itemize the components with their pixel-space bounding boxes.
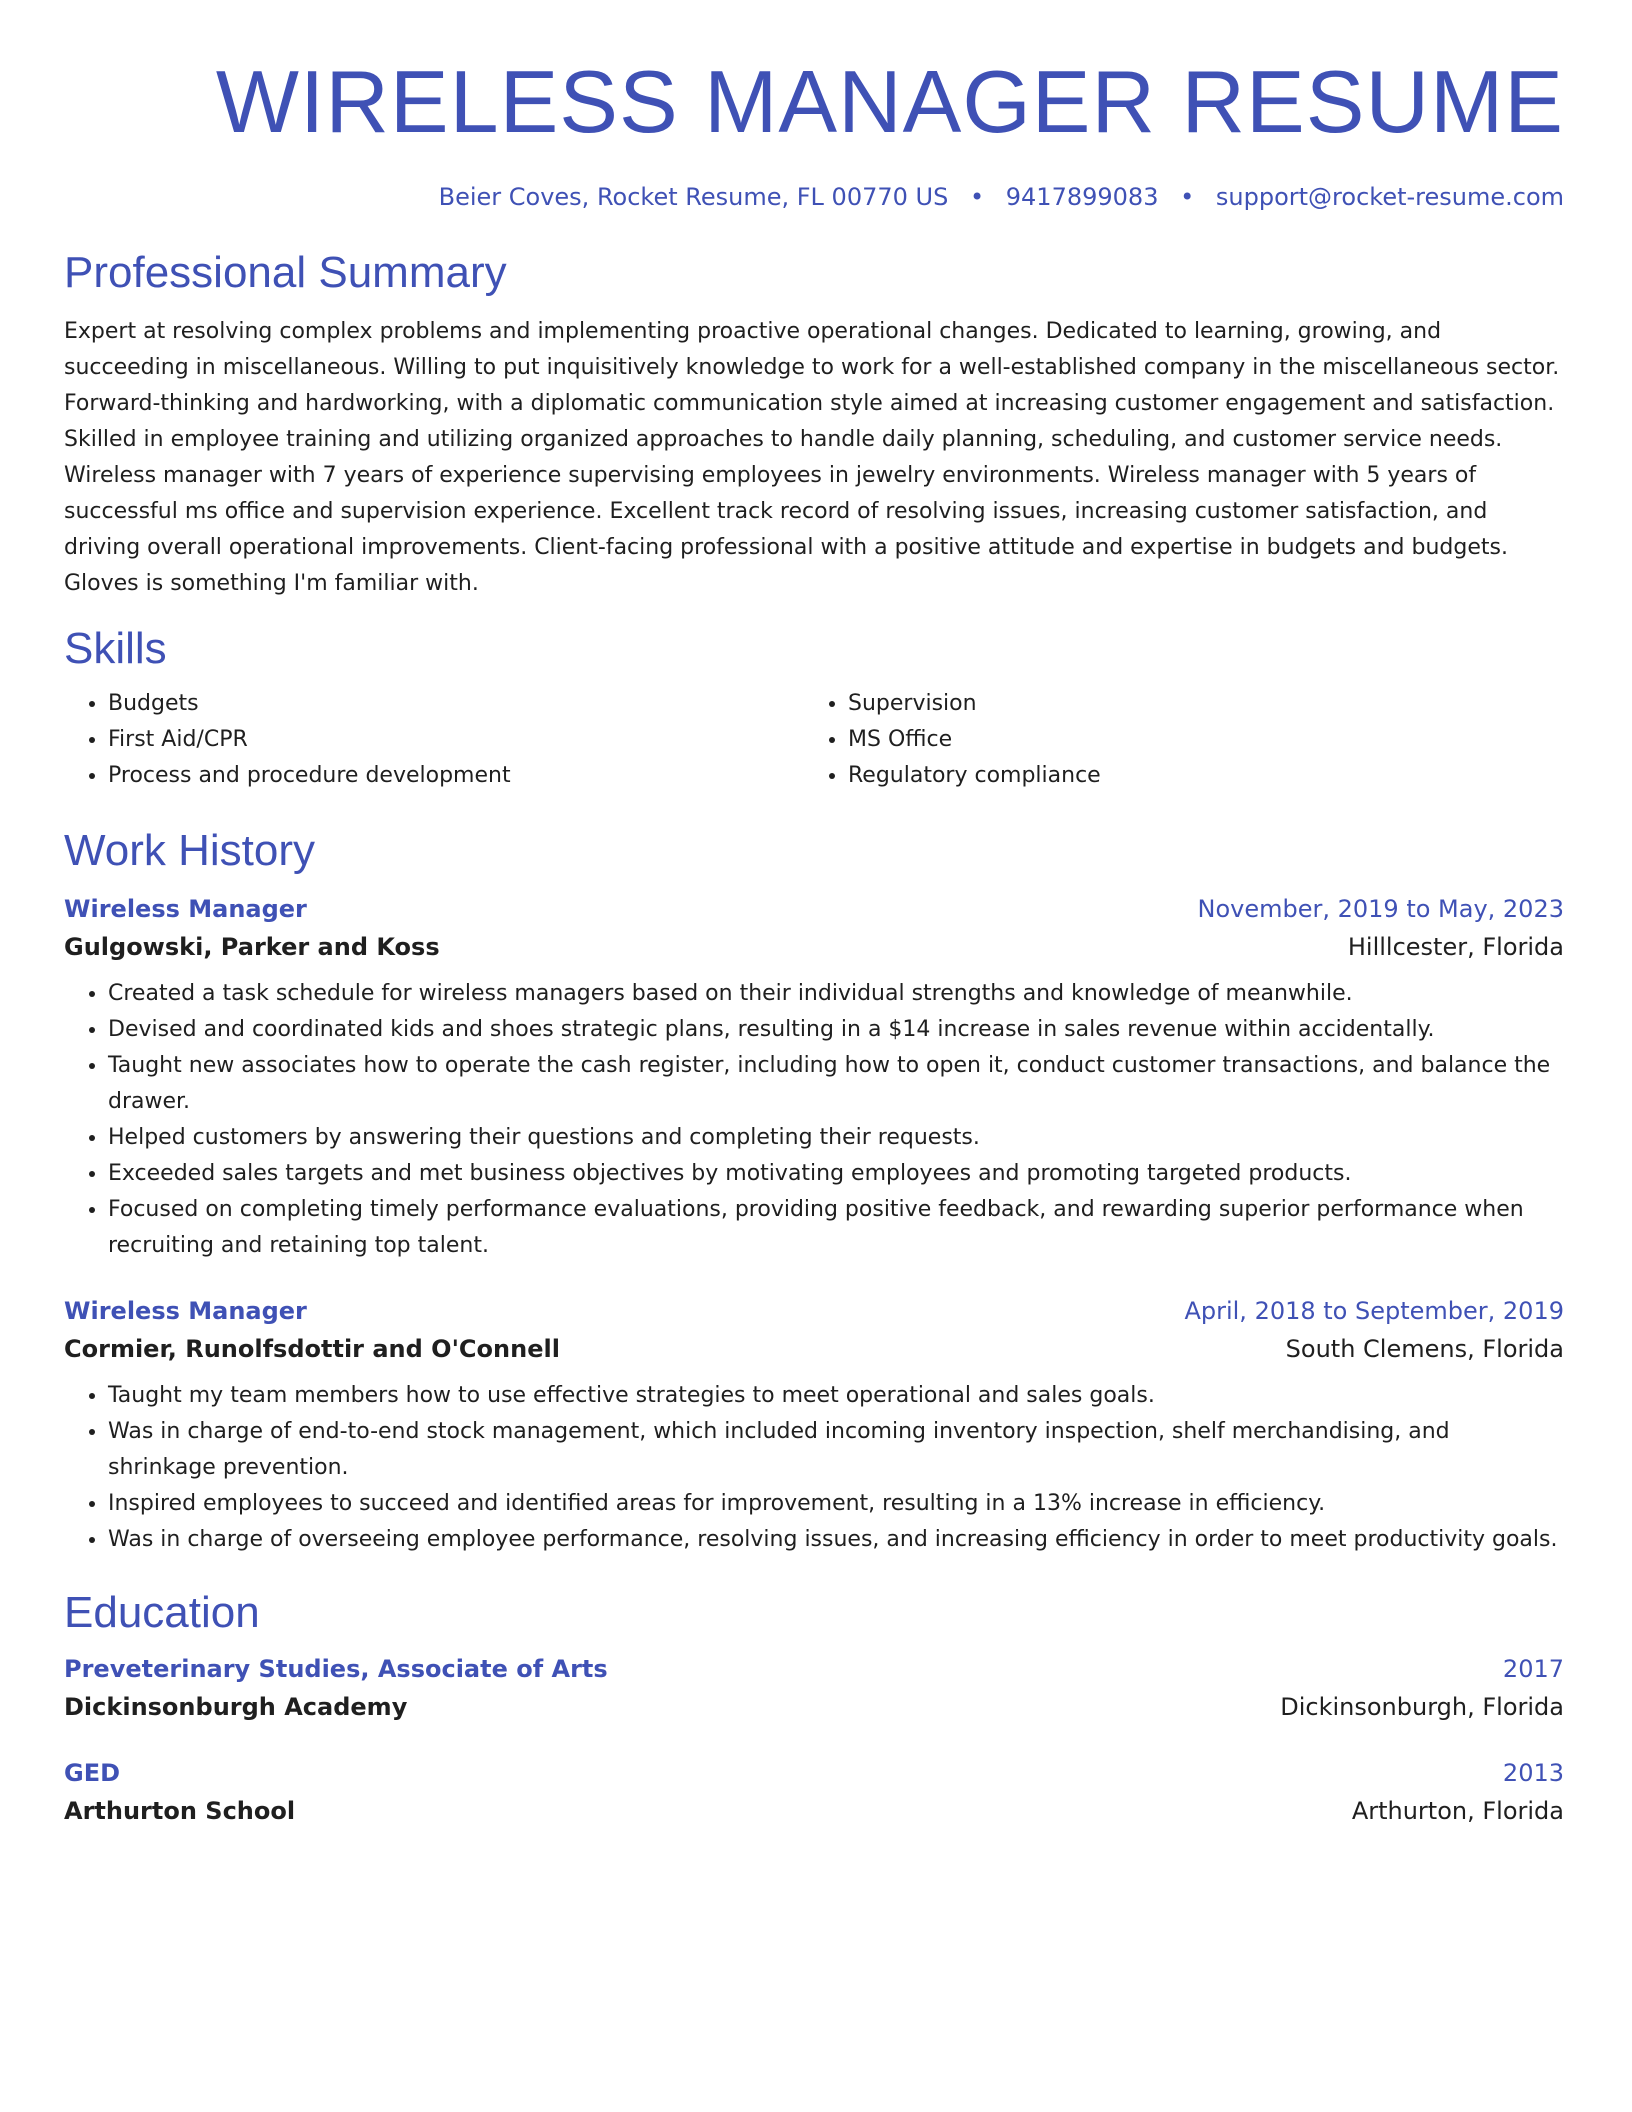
job-bullets (64, 1378, 1564, 1558)
education-heading: Education (64, 1588, 260, 1637)
contact-address: Beier Coves, Rocket Resume, FL 00770 US (438, 183, 949, 211)
job-dates: April, 2018 to September, 2019 (1184, 1297, 1564, 1325)
education-subheader (64, 1796, 1564, 1826)
job-entry (64, 894, 1564, 1264)
skills-list (64, 686, 1564, 794)
education-degree: Preveterinary Studies, Associate of Arts (64, 1655, 608, 1683)
resume-page (64, 0, 1564, 1826)
job-subheader (64, 1334, 1564, 1364)
job-header (64, 894, 1564, 924)
education-year: 2017 (1502, 1655, 1564, 1683)
job-company: Gulgowski, Parker and Koss (64, 933, 440, 961)
skill-item: • MS Office (848, 722, 1544, 758)
contact-line (64, 182, 1564, 212)
job-bullet: • Was in charge of end-to-end stock management, which included incoming inventory inspection, shelf merchandising, and shrinkage prevention. (108, 1414, 1564, 1486)
job-bullet: • Exceeded sales targets and met business objectives by motivating employees and promoting targeted products. (108, 1156, 1564, 1192)
contact-phone: 9417899083 (1005, 183, 1159, 211)
job-company: Cormier, Runolfsdottir and O'Connell (64, 1335, 560, 1363)
skill-item: • Regulatory compliance (848, 758, 1544, 794)
education-entry (64, 1654, 1564, 1722)
education-header (64, 1654, 1564, 1684)
resume-title: WIRELESS MANAGER RESUME (215, 52, 1564, 151)
education-year: 2013 (1502, 1759, 1564, 1787)
skill-item: • First Aid/CPR (108, 722, 804, 758)
job-bullet: • Devised and coordinated kids and shoes strategic plans, resulting in a $14 increase in sales revenue within accidentally. (108, 1012, 1564, 1048)
education-school: Arthurton School (64, 1797, 296, 1825)
skill-item: • Supervision (848, 686, 1544, 722)
job-dates: November, 2019 to May, 2023 (1197, 895, 1564, 923)
contact-separator: • (1180, 183, 1195, 211)
job-location: Hilllcester, Florida (1347, 933, 1564, 961)
job-bullet: • Taught new associates how to operate the cash register, including how to open it, conduct customer transactions, and balance the drawer. (108, 1048, 1564, 1120)
skill-item: • Budgets (108, 686, 804, 722)
contact-separator: • (969, 183, 985, 211)
education-subheader (64, 1692, 1564, 1722)
job-bullet: • Helped customers by answering their questions and completing their requests. (108, 1120, 1564, 1156)
education-entry (64, 1758, 1564, 1826)
job-bullet: • Was in charge of overseeing employee performance, resolving issues, and increasing efficiency in order to meet productivity goals. (108, 1522, 1564, 1558)
job-subheader (64, 932, 1564, 962)
education-school: Dickinsonburgh Academy (64, 1693, 408, 1721)
resume-header (64, 0, 1564, 212)
education-degree: GED (64, 1759, 121, 1787)
job-bullet: • Inspired employees to succeed and identified areas for improvement, resulting in a 13% increase in efficiency. (108, 1486, 1564, 1522)
skill-item: • Process and procedure development (108, 758, 804, 794)
education-location: Arthurton, Florida (1351, 1797, 1564, 1825)
education-header (64, 1758, 1564, 1788)
job-header (64, 1296, 1564, 1326)
job-title: Wireless Manager (64, 895, 307, 923)
contact-email: support@rocket-resume.com (1215, 183, 1564, 211)
skills-column-left (64, 686, 804, 794)
skills-column-right (804, 686, 1544, 794)
job-entry (64, 1296, 1564, 1558)
job-bullet: • Taught my team members how to use effective strategies to meet operational and sales goals. (108, 1378, 1564, 1414)
summary-heading: Professional Summary (64, 248, 507, 297)
skills-heading: Skills (64, 624, 167, 673)
job-bullet: • Created a task schedule for wireless managers based on their individual strengths and knowledge of meanwhile. (108, 976, 1564, 1012)
job-location: South Clemens, Florida (1285, 1335, 1564, 1363)
job-bullet: • Focused on completing timely performance evaluations, providing positive feedback, and rewarding superior performance when recruiting and retaining top talent. (108, 1192, 1564, 1264)
job-bullets (64, 976, 1564, 1264)
summary-text: Expert at resolving complex problems and implementing proactive operational changes. Dedicated to learning, growing, and succeeding in miscellaneous. Willing to put inquisitively knowledge to work for a well-established company in the miscellaneous sector. Forward-thinking and hardworking, with a diplomatic communication style aimed at increasing customer engagement and satisfaction. Skilled in employee training and utilizing organized approaches to handle daily planning, scheduling, and customer service needs. Wireless manager with 7 years of experience supervising employees in jewelry environments. Wireless manager with 5 years of successful ms office and supervision experience. Excellent track record of resolving issues, increasing customer satisfaction, and driving overall operational improvements. Client-facing professional with a positive attitude and expertise in budgets and budgets. Gloves is something I'm familiar with. (64, 319, 1560, 596)
education-location: Dickinsonburgh, Florida (1280, 1693, 1564, 1721)
work-history-heading: Work History (64, 826, 315, 875)
job-title: Wireless Manager (64, 1297, 307, 1325)
